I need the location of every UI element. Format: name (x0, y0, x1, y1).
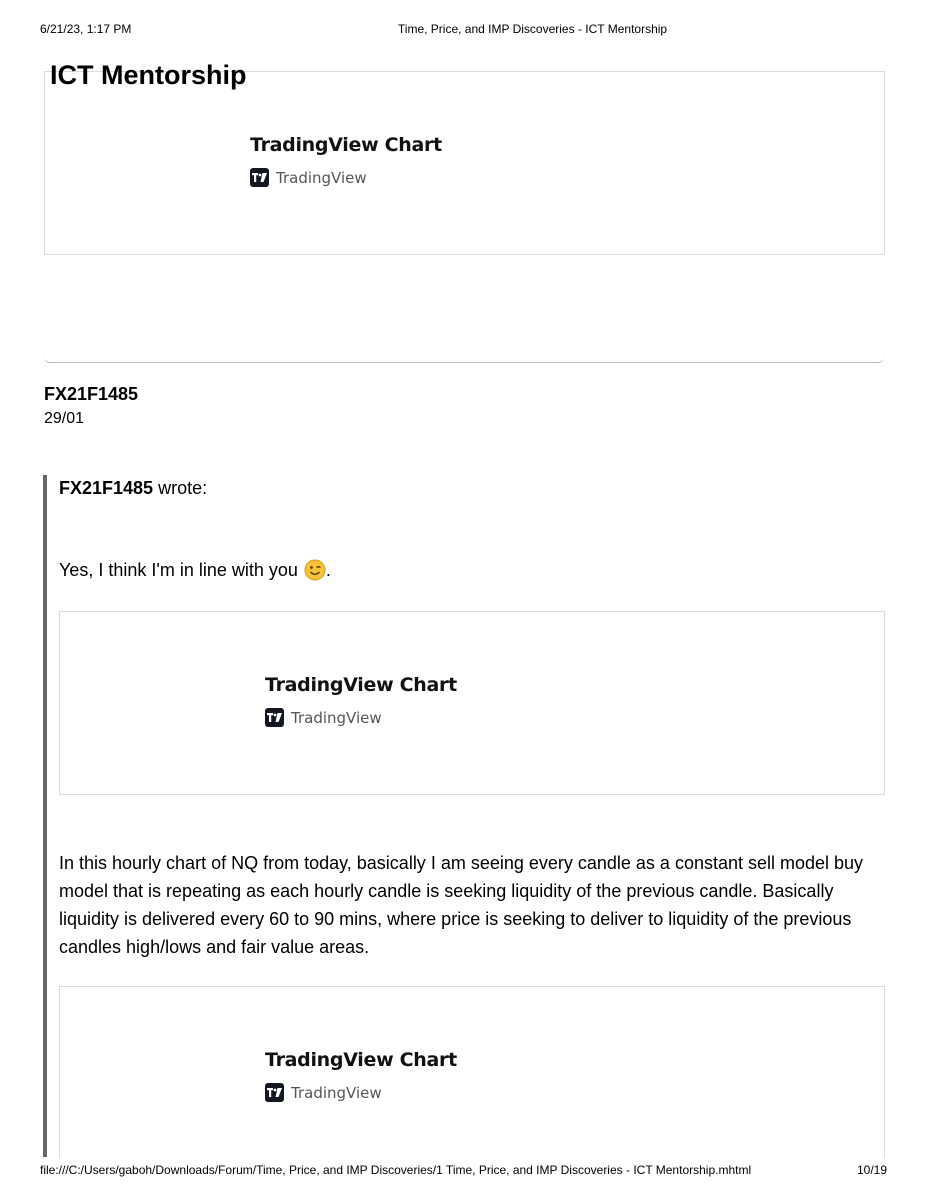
embed-brand[interactable] (250, 168, 442, 187)
print-footer-path: file:///C:/Users/gaboh/Downloads/Forum/Time, Price, and IMP Discoveries/1 Time, Price, and IMP Discoveries - ICT Mentorship.mhtml (40, 1163, 752, 1177)
embed-title[interactable]: TradingView Chart (265, 674, 457, 696)
quote-header (59, 478, 207, 499)
post-author[interactable]: FX21F1485 (44, 384, 139, 404)
tradingview-embed[interactable] (44, 71, 885, 255)
embed-brand-label: TradingView (291, 1083, 382, 1102)
tradingview-embed[interactable] (59, 986, 885, 1158)
embed-brand-label: TradingView (291, 708, 382, 727)
site-title: ICT Mentorship (50, 60, 247, 90)
print-datetime: 6/21/23, 1:17 PM (40, 22, 132, 36)
embed-title[interactable]: TradingView Chart (265, 1049, 457, 1071)
quote-text-line (59, 559, 331, 581)
embed-brand[interactable] (265, 1083, 457, 1102)
quote-text-end: . (325, 559, 331, 580)
quote-bar (43, 475, 47, 1157)
embed-brand-label: TradingView (276, 168, 367, 187)
tradingview-embed[interactable] (59, 611, 885, 795)
print-page-number: 10/19 (856, 1163, 887, 1177)
quote-author[interactable]: FX21F1485 (59, 478, 154, 498)
post-divider (44, 355, 884, 363)
quote-paragraph: In this hourly chart of NQ from today, basically I am seeing every candle as a constant sell model buy model that is repeating as each hourly candle is seeking liquidity of the previous candle. Basically liquidity is delivered every 60 to 90 mins, where price is seeking to deliver to liquidity of the previous candles high/lows and fair value areas. (59, 853, 864, 957)
embed-title[interactable]: TradingView Chart (250, 134, 442, 156)
embed-brand[interactable] (265, 708, 457, 727)
winking-face-icon (304, 559, 326, 581)
print-page-title: Time, Price, and IMP Discoveries - ICT Mentorship (397, 22, 668, 36)
tradingview-logo-icon (250, 168, 269, 187)
quote-wrote-label: wrote: (158, 478, 208, 498)
tradingview-logo-icon (265, 708, 284, 727)
quote-text: Yes, I think I'm in line with you (59, 559, 298, 580)
tradingview-logo-icon (265, 1083, 284, 1102)
post-date: 29/01 (44, 410, 85, 427)
